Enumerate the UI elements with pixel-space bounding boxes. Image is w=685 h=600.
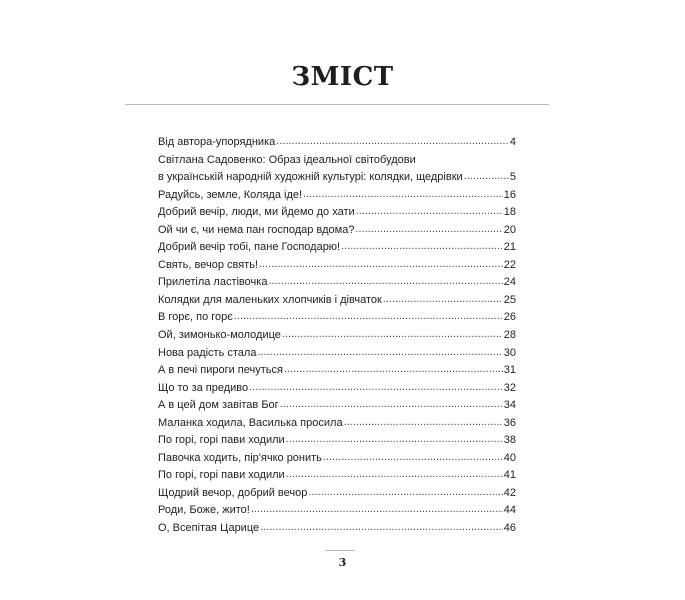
toc-entry [158,467,516,485]
toc-entry [158,169,516,187]
toc-entry [158,292,516,310]
toc-entry-page: 30 [503,346,516,359]
toc-entry [158,432,516,450]
toc-entry-page: 4 [509,136,516,148]
toc-dot-leader [286,431,503,449]
toc-dot-leader [268,273,502,291]
toc-entry [158,239,516,257]
toc-dot-leader [308,484,502,502]
title-divider [125,104,549,105]
toc-entry [158,450,516,468]
toc-dot-leader [464,168,509,186]
toc-entry-title: Від автора-упорядника [158,136,276,148]
toc-entry [158,204,516,222]
toc-entry-page: 20 [503,223,516,236]
toc-entry-page: 42 [503,486,516,499]
toc-entry-title: По горі, горі пави ходили [158,469,285,482]
toc-entry [158,502,516,520]
toc-entry-title: В горє, по горє [158,311,233,324]
toc-entry-page: 41 [503,469,516,482]
toc-entry [158,327,516,345]
toc-entry-title: А в цей дом завітав Бог [158,399,279,412]
toc-dot-leader [276,133,509,151]
toc-entry-page: 38 [503,434,516,447]
toc-dot-leader [282,326,503,344]
toc-entry-page: 28 [503,329,516,342]
toc-entry-title: в українській народній художній культурі: колядки, щедрівки [158,171,463,184]
toc-entry [158,152,516,170]
toc-entry [158,257,516,275]
toc-entry-page: 21 [503,241,516,254]
page-number: 3 [338,556,347,569]
toc-dot-leader [303,186,503,204]
toc-dot-leader [260,519,503,537]
toc-entry-title: Ой чи є, чи нема пан господар вдома? [158,223,355,236]
toc-entry [158,187,516,205]
toc-entry-title: Добрий вечір, люди, ми йдемо до хати [158,206,355,219]
toc-entry-title: Павочка ходить, пір'ячко ронить [158,451,322,464]
toc-entry-page: 24 [503,276,516,289]
toc-entry [158,485,516,503]
toc-dot-leader [259,256,503,274]
toc-dot-leader [257,344,502,362]
toc-entry-title: О, Всепітая Царице [158,522,260,535]
toc-entry-title: По горі, горі пави ходили [158,434,285,447]
toc-entry-page: 44 [503,504,516,517]
toc-entry-title: Радуйсь, земле, Коляда іде! [158,188,303,201]
toc-entry-page: 40 [503,451,516,464]
toc-entry-title: Маланка ходила, Василька просила [158,416,343,429]
footer-divider [325,550,355,551]
toc-entry-title: Нова радість стала [158,346,257,359]
toc-entry [158,309,516,327]
toc-entry-page: 31 [503,364,516,377]
toc-entry-page: 5 [509,171,516,184]
toc-entry-page: 34 [503,399,516,412]
toc-dot-leader [251,501,503,519]
toc-entry [158,362,516,380]
toc-entry-title: Свять, вечор свять! [158,258,258,271]
toc-dot-leader [323,449,503,467]
toc-dot-leader [286,466,503,484]
toc-entry-page: 25 [503,293,516,306]
toc-dot-leader [234,308,503,326]
toc-entry-title: Прилетіла ластівочка [158,276,268,289]
toc-entry [158,222,516,240]
toc-entry-page: 26 [503,311,516,324]
toc-entry-title: Що то за предиво [158,381,249,394]
toc-entry-title: А в печі пироги печуться [158,364,283,377]
toc-dot-leader [341,238,503,256]
toc-entry [158,415,516,433]
toc-dot-leader [356,203,503,221]
toc-dot-leader [249,379,503,397]
toc-entry [158,134,516,152]
toc-entry [158,380,516,398]
toc-entry-page: 16 [503,188,516,201]
toc-dot-leader [280,396,503,414]
toc-dot-leader [383,291,503,309]
toc-entry-title: Роди, Боже, жито! [158,504,250,517]
toc-entry [158,345,516,363]
toc-entry-title: Добрий вечір тобі, пане Господарю! [158,241,341,254]
toc-dot-leader [355,221,502,239]
toc-entry [158,520,516,538]
toc-entry-page: 32 [503,381,516,394]
toc-entry [158,397,516,415]
toc-entry-title: Світлана Садовенко: Образ ідеальної світобудови [158,153,416,166]
toc-dot-leader [344,414,503,432]
page-title: ЗМІСТ [291,62,394,92]
toc-dot-leader [284,361,503,379]
toc-entry-page: 46 [503,522,516,535]
toc-entry-title: Ой, зимонько-молодице [158,329,281,342]
toc-entry-title: Колядки для маленьких хлопчиків і дівчаток [158,293,382,306]
table-of-contents [158,134,516,538]
toc-entry-page: 36 [503,416,516,429]
toc-entry-title: Щодрий вечор, добрий вечор [158,486,308,499]
toc-entry-page: 22 [503,258,516,271]
toc-entry [158,274,516,292]
toc-entry-page: 18 [503,206,516,219]
